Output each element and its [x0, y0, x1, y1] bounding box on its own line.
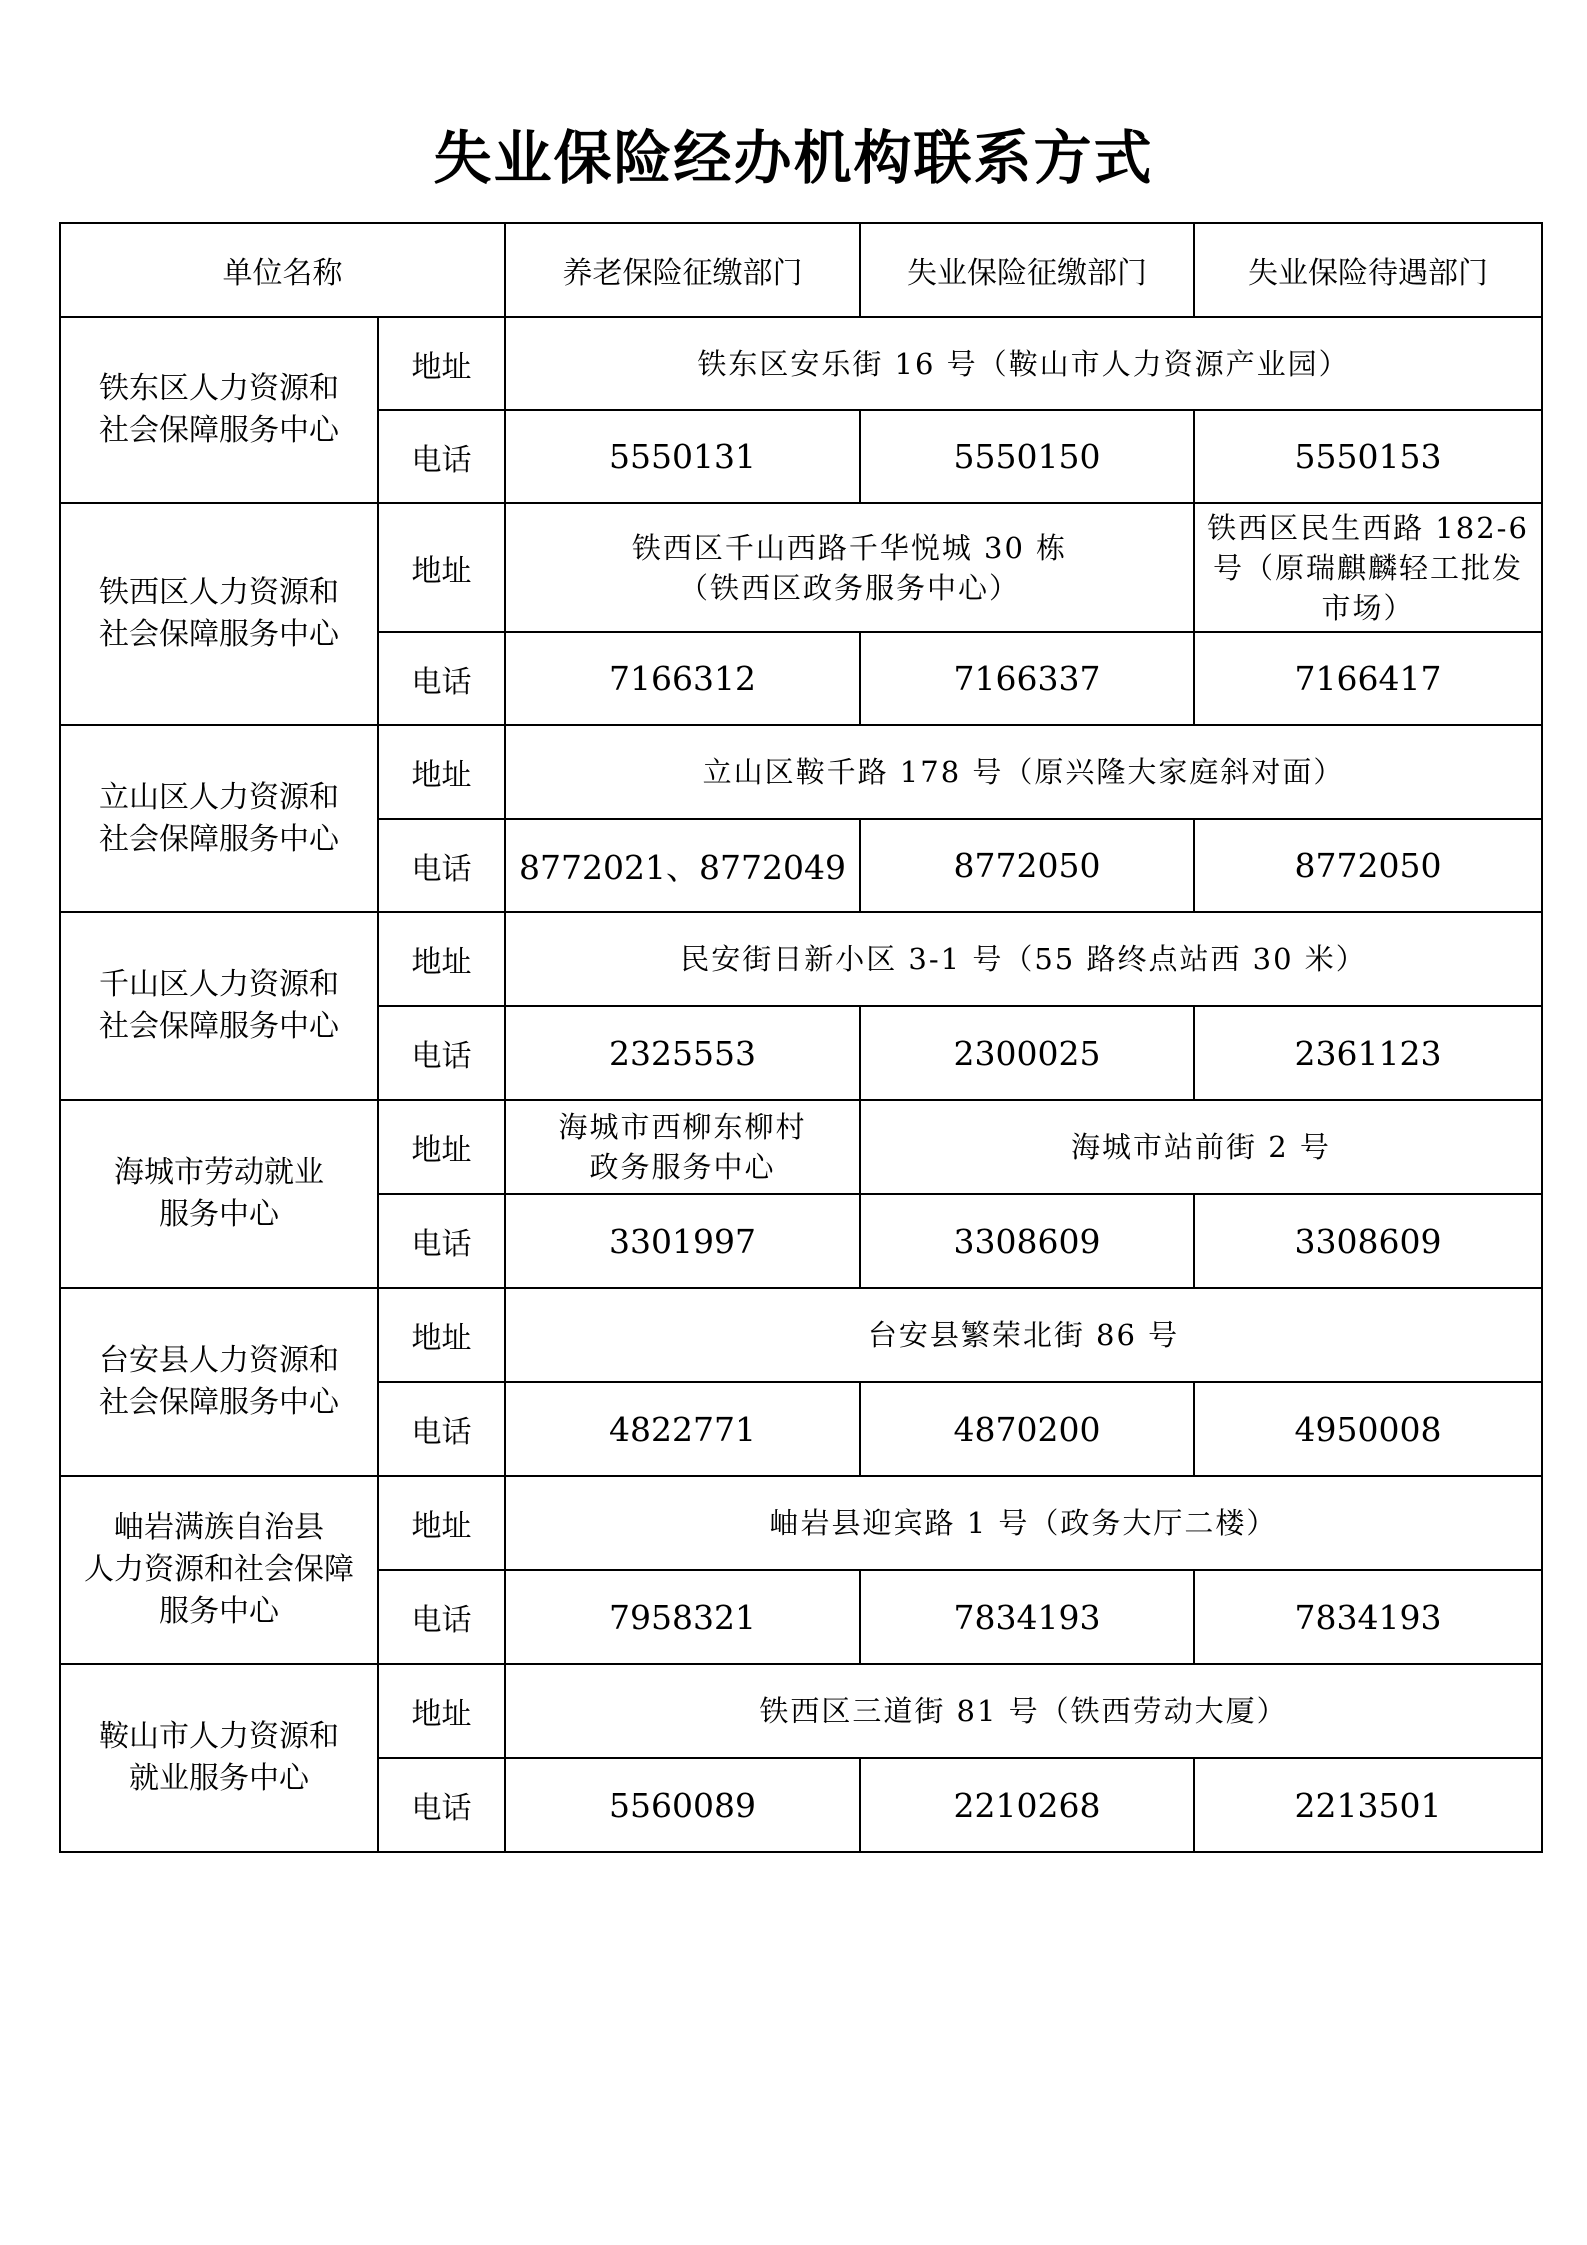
phone-unemployment-collection: 2300025 — [860, 1006, 1194, 1100]
phone-unemployment-benefits: 5550153 — [1194, 410, 1542, 503]
header-unemployment-benefits: 失业保险待遇部门 — [1194, 223, 1542, 317]
address-value: 铁西区千山西路千华悦城 30 栋 （铁西区政务服务中心） — [505, 503, 1194, 632]
phone-unemployment-benefits: 8772050 — [1194, 819, 1542, 912]
unit-name: 台安县人力资源和 社会保障服务中心 — [60, 1288, 378, 1476]
address-label: 地址 — [378, 1476, 505, 1570]
unit-name: 岫岩满族自治县 人力资源和社会保障 服务中心 — [60, 1476, 378, 1664]
phone-pension: 7166312 — [505, 632, 860, 725]
unit-name: 铁西区人力资源和 社会保障服务中心 — [60, 503, 378, 725]
address-label: 地址 — [378, 912, 505, 1006]
phone-unemployment-collection: 7166337 — [860, 632, 1194, 725]
phone-label: 电话 — [378, 632, 505, 725]
unit-name: 立山区人力资源和 社会保障服务中心 — [60, 725, 378, 912]
phone-unemployment-collection: 8772050 — [860, 819, 1194, 912]
address-value-benefits: 铁西区民生西路 182-6 号（原瑞麒麟轻工批发 市场） — [1194, 503, 1542, 632]
phone-pension: 5550131 — [505, 410, 860, 503]
phone-label: 电话 — [378, 1382, 505, 1476]
unit-name: 千山区人力资源和 社会保障服务中心 — [60, 912, 378, 1100]
phone-unemployment-benefits: 2213501 — [1194, 1758, 1542, 1852]
phone-label: 电话 — [378, 1006, 505, 1100]
address-value: 海城市站前街 2 号 — [860, 1100, 1542, 1194]
phone-pension: 5560089 — [505, 1758, 860, 1852]
phone-unemployment-benefits: 3308609 — [1194, 1194, 1542, 1288]
unit-name: 铁东区人力资源和 社会保障服务中心 — [60, 317, 378, 503]
phone-label: 电话 — [378, 1194, 505, 1288]
address-value: 铁东区安乐街 16 号（鞍山市人力资源产业园） — [505, 317, 1542, 410]
phone-unemployment-collection: 7834193 — [860, 1570, 1194, 1664]
phone-unemployment-collection: 5550150 — [860, 410, 1194, 503]
address-label: 地址 — [378, 725, 505, 819]
header-row — [60, 223, 1542, 317]
header-unit-name: 单位名称 — [60, 223, 505, 317]
phone-unemployment-benefits: 7834193 — [1194, 1570, 1542, 1664]
phone-label: 电话 — [378, 410, 505, 503]
address-value: 台安县繁荣北街 86 号 — [505, 1288, 1542, 1382]
address-value: 铁西区三道街 81 号（铁西劳动大厦） — [505, 1664, 1542, 1758]
table-row — [60, 912, 1542, 1006]
phone-unemployment-benefits: 4950008 — [1194, 1382, 1542, 1476]
phone-pension: 7958321 — [505, 1570, 860, 1664]
header-unemployment-collection: 失业保险征缴部门 — [860, 223, 1194, 317]
address-value: 民安街日新小区 3-1 号（55 路终点站西 30 米） — [505, 912, 1542, 1006]
table-row — [60, 317, 1542, 410]
table-row — [60, 725, 1542, 819]
page-title: 失业保险经办机构联系方式 — [433, 124, 1154, 192]
phone-unemployment-benefits: 7166417 — [1194, 632, 1542, 725]
phone-unemployment-collection: 3308609 — [860, 1194, 1194, 1288]
address-label: 地址 — [378, 1288, 505, 1382]
phone-label: 电话 — [378, 1570, 505, 1664]
phone-label: 电话 — [378, 1758, 505, 1852]
address-value: 岫岩县迎宾路 1 号（政务大厅二楼） — [505, 1476, 1542, 1570]
phone-unemployment-collection: 4870200 — [860, 1382, 1194, 1476]
address-label: 地址 — [378, 1100, 505, 1194]
table-row — [60, 1100, 1542, 1194]
address-label: 地址 — [378, 503, 505, 632]
address-value-pension: 海城市西柳东柳村 政务服务中心 — [505, 1100, 860, 1194]
address-label: 地址 — [378, 317, 505, 410]
contact-table — [59, 222, 1543, 1853]
header-pension-collection: 养老保险征缴部门 — [505, 223, 860, 317]
phone-pension: 3301997 — [505, 1194, 860, 1288]
table-row — [60, 1476, 1542, 1570]
unit-name: 鞍山市人力资源和 就业服务中心 — [60, 1664, 378, 1852]
phone-pension: 4822771 — [505, 1382, 860, 1476]
table-row — [60, 503, 1542, 632]
phone-pension: 8772021、8772049 — [505, 819, 860, 912]
phone-pension: 2325553 — [505, 1006, 860, 1100]
unit-name: 海城市劳动就业 服务中心 — [60, 1100, 378, 1288]
phone-unemployment-benefits: 2361123 — [1194, 1006, 1542, 1100]
phone-label: 电话 — [378, 819, 505, 912]
table-row — [60, 1288, 1542, 1382]
table-row — [60, 1664, 1542, 1758]
phone-unemployment-collection: 2210268 — [860, 1758, 1194, 1852]
address-value: 立山区鞍千路 178 号（原兴隆大家庭斜对面） — [505, 725, 1542, 819]
address-label: 地址 — [378, 1664, 505, 1758]
